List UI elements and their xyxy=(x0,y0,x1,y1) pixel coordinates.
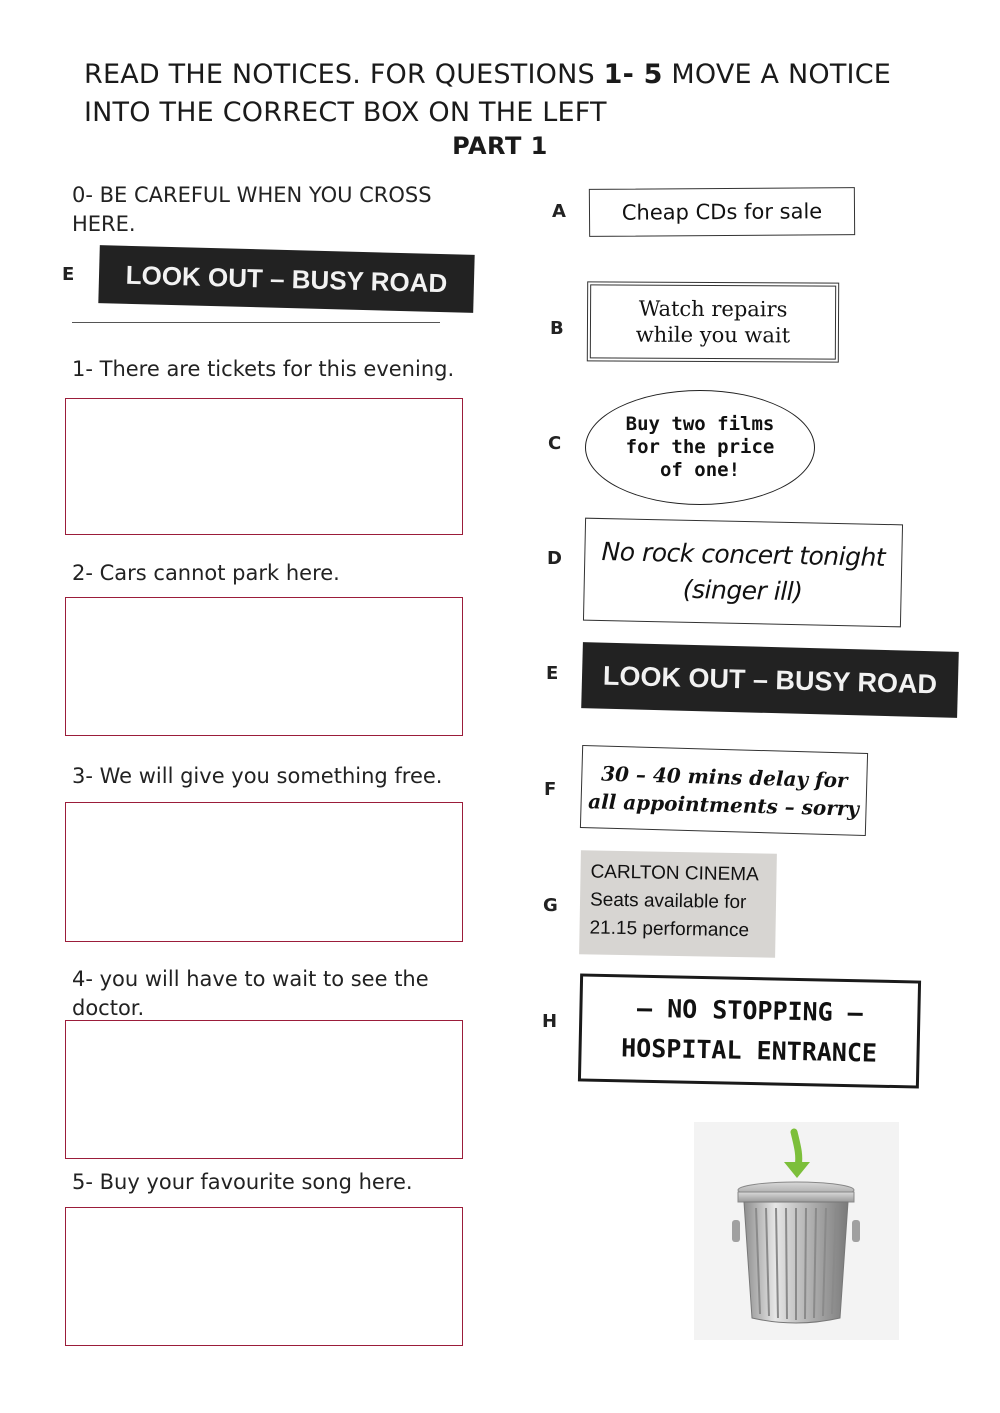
notice-d[interactable] xyxy=(583,518,903,628)
notice-letter-b: B xyxy=(550,318,564,339)
drop-box-1[interactable] xyxy=(65,398,463,535)
arrow-head xyxy=(784,1162,810,1178)
question-5: 5- Buy your favourite song here. xyxy=(72,1170,413,1194)
trash-drop-zone[interactable] xyxy=(694,1122,899,1340)
drop-box-2[interactable] xyxy=(65,597,463,736)
notice-f[interactable] xyxy=(580,745,868,836)
notice-letter-e: E xyxy=(546,663,559,684)
instructions-bold: 1- 5 xyxy=(603,59,663,90)
notice-g-line-2: Seats available for xyxy=(589,889,747,914)
notice-d-line-1: No rock concert tonight xyxy=(601,536,886,572)
notice-c-line-2: for the price xyxy=(625,436,775,458)
notice-letter-g: G xyxy=(543,895,558,916)
notice-h[interactable] xyxy=(578,973,921,1088)
notice-a[interactable] xyxy=(589,187,855,237)
question-3: 3- We will give you something free. xyxy=(72,764,443,788)
example-letter: E xyxy=(62,264,75,285)
notice-g[interactable] xyxy=(579,850,777,957)
notice-a-line-1: Cheap CDs for sale xyxy=(621,199,823,225)
instructions-text-1: READ THE NOTICES. FOR QUESTIONS xyxy=(84,59,604,90)
example-question: 0- BE CAREFUL WHEN YOU CROSS HERE. xyxy=(72,183,432,236)
notice-g-line-1: CARLTON CINEMA xyxy=(590,861,759,886)
example-divider xyxy=(72,322,440,323)
notice-b[interactable] xyxy=(587,281,839,362)
instructions xyxy=(84,56,964,132)
question-4: 4- you will have to wait to see the doctor. xyxy=(72,967,429,1020)
notice-letter-h: H xyxy=(542,1011,558,1032)
drop-box-3[interactable] xyxy=(65,802,463,942)
notice-b-line-2: while you wait xyxy=(635,322,791,348)
drop-box-5[interactable] xyxy=(65,1207,463,1346)
notice-letter-d: D xyxy=(547,548,562,569)
notice-d-line-2: (singer ill) xyxy=(682,574,803,606)
notice-c[interactable] xyxy=(585,390,815,505)
question-2: 2- Cars cannot park here. xyxy=(72,561,340,585)
notice-b-line-1: Watch repairs xyxy=(638,296,788,322)
notice-letter-f: F xyxy=(544,779,557,800)
notice-f-line-1: 30 – 40 mins delay for xyxy=(600,761,848,792)
trash-can-icon xyxy=(694,1122,899,1340)
example-notice-e: LOOK OUT – BUSY ROAD xyxy=(98,245,474,313)
notice-e[interactable]: LOOK OUT – BUSY ROAD xyxy=(581,642,959,718)
instructions-text-2: MOVE A NOTICE INTO THE CORRECT BOX ON THE LEFT xyxy=(84,59,892,128)
notice-c-line-1: Buy two films xyxy=(625,413,775,435)
notice-f-line-2: all appointments – sorry xyxy=(587,788,860,821)
part-heading: PART 1 xyxy=(452,132,548,160)
notice-h-line-2: HOSPITAL ENTRANCE xyxy=(620,1033,878,1068)
drop-box-4[interactable] xyxy=(65,1020,463,1159)
question-1: 1- There are tickets for this evening. xyxy=(72,357,455,381)
notice-letter-a: A xyxy=(552,201,566,222)
notice-c-line-3: of one! xyxy=(659,459,741,481)
notice-letter-c: C xyxy=(548,433,562,454)
notice-g-line-3: 21.15 performance xyxy=(589,917,750,942)
notice-h-line-1: – NO STOPPING – xyxy=(636,993,864,1028)
